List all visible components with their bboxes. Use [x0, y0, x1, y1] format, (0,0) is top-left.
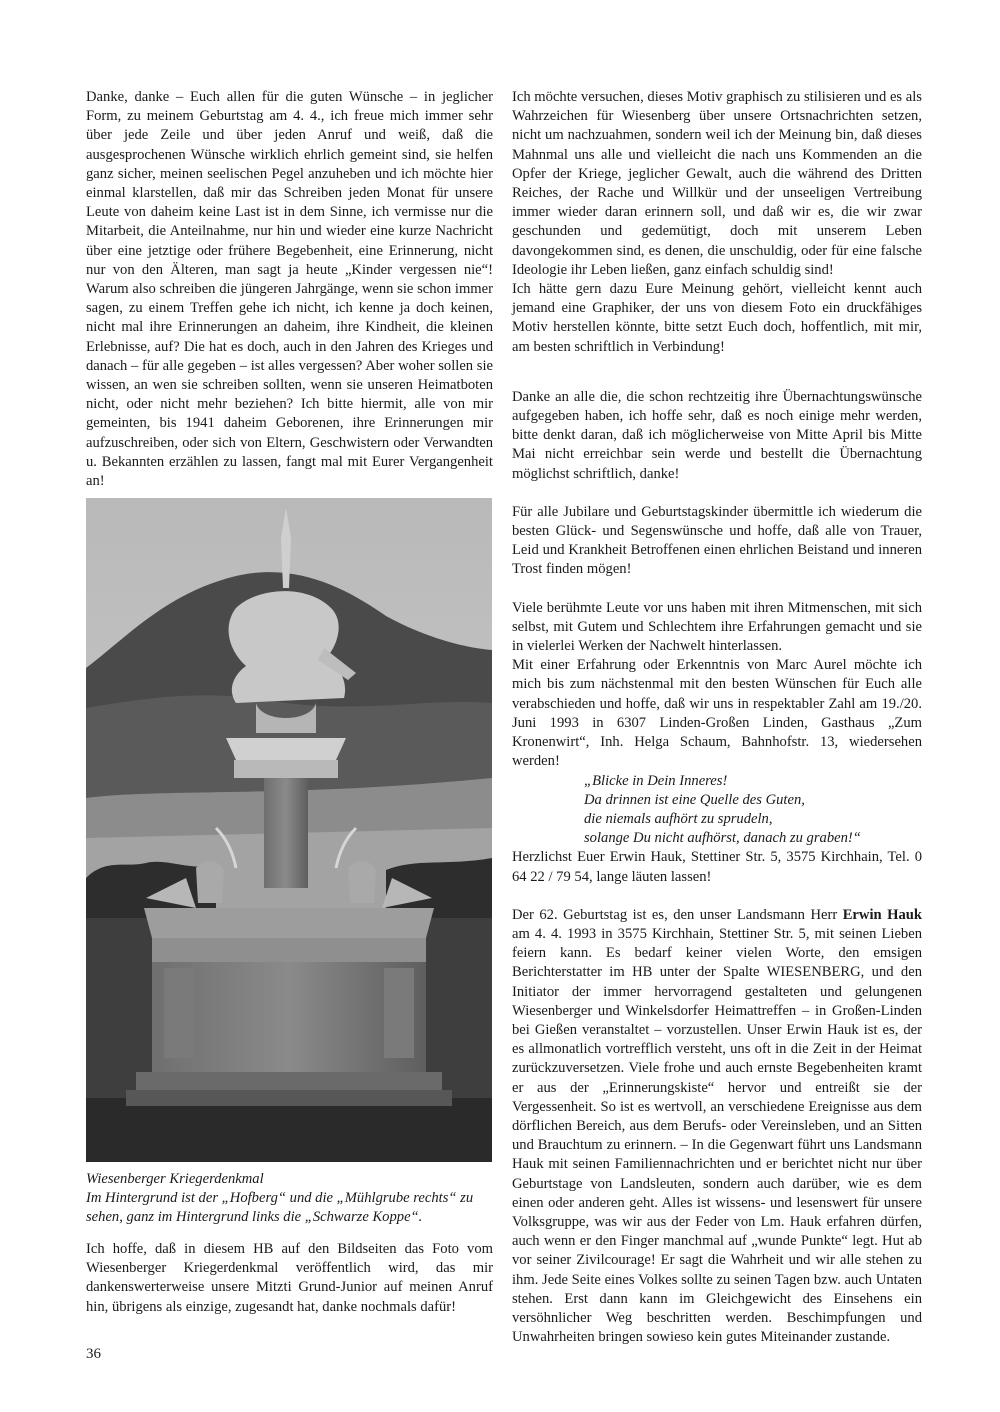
left-bottom-paragraph: Ich hoffe, daß in diesem HB auf den Bildseiten das Foto vom Wiesenberger Kriegerdenkmal veröffentlich wird, das mir dankenswerterweise unsere Mitzti Grund-Junior auf meinen Anruf hin, übrigens als einzige, zugesandt hat, danke nochmals dafür! [86, 1241, 493, 1315]
quote-line: „Blicke in Dein Inneres! [584, 772, 728, 789]
birthday-intro: Der 62. Geburtstag ist es, den unser Landsmann Herr [512, 906, 838, 923]
right-column [512, 88, 922, 1347]
right-paragraph-4: Für alle Jubilare und Geburtstagskinder übermittle ich wiederum die besten Glück- und Segenswünsche und hoffe, daß alle von Trauer, Leid und Krankheit Betroffenen einen ehrlichen Beistand und inneren Trost finden mögen! [512, 503, 922, 578]
page-number: 36 [86, 1346, 101, 1362]
left-column [86, 88, 493, 491]
photo-caption [86, 1170, 493, 1228]
marc-aurel-quote [512, 772, 922, 849]
quote-line: solange Du nicht aufhörst, danach zu graben!“ [584, 830, 861, 847]
birthday-name: Erwin Hauk [842, 906, 922, 923]
left-bottom-text [86, 1240, 493, 1317]
memorial-photo-illustration [86, 498, 492, 1162]
right-paragraph-5: Viele berühmte Leute vor uns haben mit ihren Mitmenschen, mit sich selbst, mit Gutem und Schlechtem ihre Erfahrungen gemacht und sie in vielerlei Werken der Nachwelt hinterlassen. [512, 599, 922, 655]
quote-line: die niemals aufhört zu sprudeln, [584, 810, 773, 827]
quote-line: Da drinnen ist eine Quelle des Guten, [584, 791, 805, 808]
signature: Herzlichst Euer Erwin Hauk, Stettiner Str. 5, 3575 Kirchhain, Tel. 0 64 22 / 79 54, lange läuten lassen! [512, 849, 922, 885]
memorial-photo [86, 498, 492, 1162]
right-paragraph-2: Ich hätte gern dazu Eure Meinung gehört, vielleicht kennt auch jemand eine Graphiker, der uns von diesem Foto ein druckfähiges Motiv herstellen könnte, bitte setzt Euch doch, hoffentlich, mit mir, am besten schriftlich in Verbindung! [512, 281, 922, 355]
caption-description: Im Hintergrund ist der „Hofberg“ und die „Mühlgrube rechts“ zu sehen, ganz im Hintergrund links die „Schwarze Koppe“. [86, 1190, 474, 1226]
right-paragraph-1: Ich möchte versuchen, dieses Motiv graphisch zu stilisieren und es als Wahrzeichen für Wiesenberg über unsere Ortsnachrichten setzen, nicht um nachzuahmen, sondern weil ich der Meinung bin, daß dieses Mahnmal uns alle und vielleicht die nach uns Kommenden an die Opfer der Kriege, jeglicher Gewalt, auch die während des Dritten Reiches, der Rache und Willkür und der unseeligen Vertreibung immer wieder daran erinnern soll, und daß wir es, die wir zwar geschunden und gedemütigt, doch mit unserem Leben davongekommen sind, es denen, die unschuldig, oder für eine falsche Ideologie ihr Leben ließen, ganz einfach schuldig sind! [512, 89, 922, 278]
right-paragraph-3: Danke an alle die, die schon rechtzeitig ihre Übernachtungswünsche aufgegeben haben, ich hoffe sehr, daß es noch einige mehr werden, bitte denkt daran, daß ich möglicherweise von Mitte April bis Mitte Mai nicht erreichbar sein werde und bestellt die Übernachtung möglichst schriftlich, danke! [512, 388, 922, 482]
birthday-text: am 4. 4. 1993 in 3575 Kirchhain, Stettiner Str. 5, mit seinen Lieben feiern kann. Es bedarf keiner vielen Worte, den emsigen Berichterstatter im HB unter der Spalte WIESENBERG, und den Initiator der immer hervorragend gestalteten und gelungenen Wiesenberger und Winkelsdorfer Heimattreffen – in Großen-Linden bei Gießen veranstaltet – vorzustellen. Unser Erwin Hauk ist es, der es allmonatlich vortrefflich versteht, uns oft in die Zeit in der Heimat zurückzuversetzen. Viele frohe und auch ernste Begebenheiten kramt er aus der „Erinnerungskiste“ hervor und entreißt sie der Vergessenheit. So ist es wertvoll, an verschiedene Ereignisse aus dem dörflichen Bereich, aus dem Berufs- oder Vereinsleben, und an Sitten und Brauchtum zu erinnern. – In die Gegenwart führt uns Landsmann Hauk mit seinen Familiennachrichten und er berichtet nicht nur über Geburtstage von Landsleuten, sondern auch darüber, wie es dem einen oder anderen geht. Alles ist wissens- und lesenswert für unsere Volksgruppe, was wir aus der Feder von Lm. Hauk erfahren dürfen, auch wenn er den Finger manchmal auf „wunde Punkte“ legt. Hut ab vor seiner Zivilcourage! Er sagt die Wahrheit und wir alle stehen zu ihm. Jede Seite eines Volkes sollte zu seinen Tagen bzw. auch Untaten stehen. Erst dann kann im Gleichgewicht des Einsehens ein versöhnlicher Weg beschritten werden. Beschimpfungen und Unwahrheiten bringen sowieso kein gutes Miteinander zustande. [512, 925, 922, 1346]
caption-title: Wiesenberger Kriegerdenkmal [86, 1171, 264, 1187]
birthday-paragraph [512, 906, 922, 1348]
right-paragraph-6: Mit einer Erfahrung oder Erkenntnis von Marc Aurel möchte ich mich bis zum nächstenmal mit den besten Wünschen für Euch alle verabschieden und hoffe, daß wir uns in respektabler Zahl am 19./20. Juni 1993 in 6307 Linden-Großen Linden, Gasthaus „Zum Kronenwirt“, Inh. Helga Schaum, Bahnhofstr. 13, wiedersehen werden! [512, 657, 922, 770]
left-paragraph-1: Danke, danke – Euch allen für die guten Wünsche – in jeglicher Form, zu meinem Geburtstag am 4. 4., ich freue mich immer sehr über jede Zeile und über jeden Anruf und weiß, daß die ausgesprochenen Wünsche wirklich ehrlich gemeint sind, sie helfen ganz sicher, meinen seelischen Pegel anzuheben und ich möchte hier einmal klarstellen, daß mir das Schreiben jeden Monat für unsere Leute von daheim keine Last ist in dem Sinne, ich vermisse nur die Mitarbeit, die Anteilnahme, nur hin und wieder eine kurze Nachricht über eine jetztige oder frühere Begebenheit, eine Erinnerung, nicht nur von den Älteren, man sagt ja heute „Kinder vergessen nie“! Warum also schreiben die jüngeren Jahrgänge, wenn sie schon immer sagen, zu einem Treffen gehe ich nicht, ich kenne ja doch keinen, nicht mal ihre Erinnerungen an daheim, ihre Kindheit, die kleinen Erlebnisse, auf? Die hat es doch, auch in den Jahren des Krieges und danach – für alle gegeben – ist alles vergessen? Aber woher sollen sie wissen, an wen sie schreiben sollten, wenn sie unseren Heimatboten nicht, oder nicht mehr beziehen? Ich bitte hiermit, alle von mir gemeinten, bis 1941 daheim Geborenen, ihre Erinnerungen mir aufzuschreiben, oder sich von Eltern, Geschwistern oder Verwandten u. Bekannten erzählen zu lassen, fangt mal mit Eurer Vergangenheit an! [86, 89, 493, 490]
